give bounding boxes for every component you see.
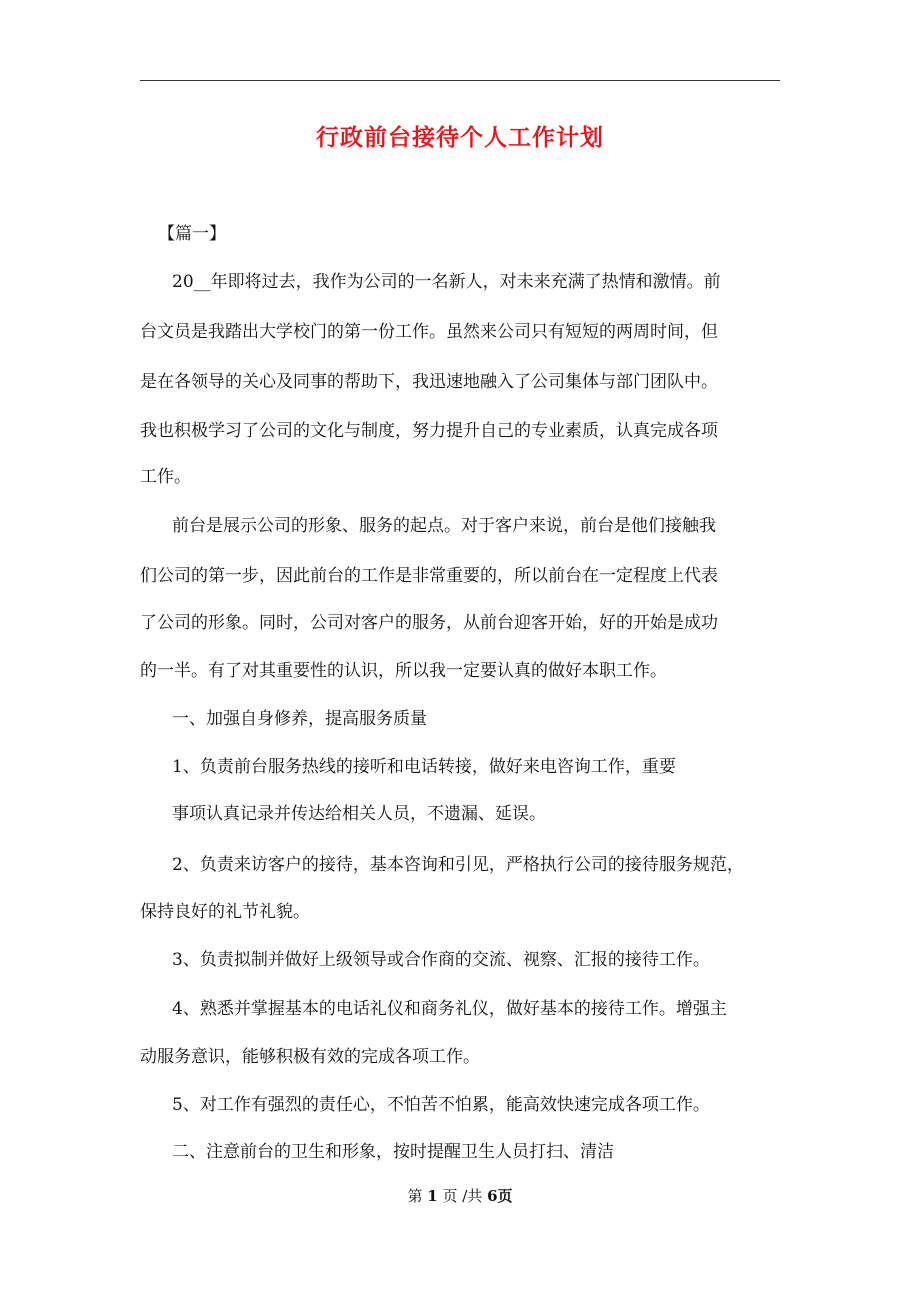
header-rule [140, 80, 780, 81]
total-pages-number: 6 [487, 1187, 498, 1205]
paragraph-line: 我也积极学习了公司的文化与制度，努力提升自己的专业素质，认真完成各项 [140, 421, 718, 441]
document-title: 行政前台接待个人工作计划 [316, 124, 604, 151]
page-footer [0, 1183, 920, 1209]
paragraph-line: 是在各领导的关心及同事的帮助下，我迅速地融入了公司集体与部门团队中。 [140, 372, 718, 392]
list-item: 1、负责前台服务热线的接听和电话转接，做好来电咨询工作，重要 [172, 757, 676, 777]
list-item-continuation: 动服务意识，能够积极有效的完成各项工作。 [140, 1047, 480, 1067]
section-label: 【篇一】 [158, 224, 226, 244]
footer-middle: 页 /共 [442, 1187, 483, 1205]
footer-suffix: 页 [497, 1187, 513, 1205]
section-heading: 二、注意前台的卫生和形象，按时提醒卫生人员打扫、清洁 [172, 1142, 614, 1162]
list-item: 2、负责来访客户的接待，基本咨询和引见，严格执行公司的接待服务规范， [172, 855, 744, 875]
list-item: 4、熟悉并掌握基本的电话礼仪和商务礼仪，做好基本的接待工作。增强主 [172, 999, 727, 1019]
list-item-continuation: 保持良好的礼节礼貌。 [140, 902, 310, 922]
current-page-number: 1 [427, 1187, 438, 1205]
list-item-continuation: 事项认真记录并传达给相关人员，不遗漏、延误。 [172, 804, 546, 824]
paragraph-line: 的一半。有了对其重要性的认识，所以我一定要认真的做好本职工作。 [140, 661, 667, 681]
list-item: 5、对工作有强烈的责任心，不怕苦不怕累，能高效快速完成各项工作。 [172, 1095, 710, 1115]
paragraph-line: 20__年即将过去，我作为公司的一名新人，对未来充满了热情和激情。前 [172, 272, 721, 292]
section-heading: 一、加强自身修养，提高服务质量 [172, 709, 427, 729]
paragraph-line: 台文员是我踏出大学校门的第一份工作。虽然来公司只有短短的两周时间，但 [140, 322, 718, 342]
paragraph-line: 了公司的形象。同时，公司对客户的服务，从前台迎客开始，好的开始是成功 [140, 613, 718, 633]
list-item: 3、负责拟制并做好上级领导或合作商的交流、视察、汇报的接待工作。 [172, 950, 710, 970]
paragraph-line: 前台是展示公司的形象、服务的起点。对于客户来说，前台是他们接触我 [172, 516, 716, 536]
footer-prefix: 第 [407, 1187, 423, 1205]
paragraph-line: 工作。 [140, 467, 191, 487]
paragraph-line: 们公司的第一步，因此前台的工作是非常重要的，所以前台在一定程度上代表 [140, 566, 718, 586]
